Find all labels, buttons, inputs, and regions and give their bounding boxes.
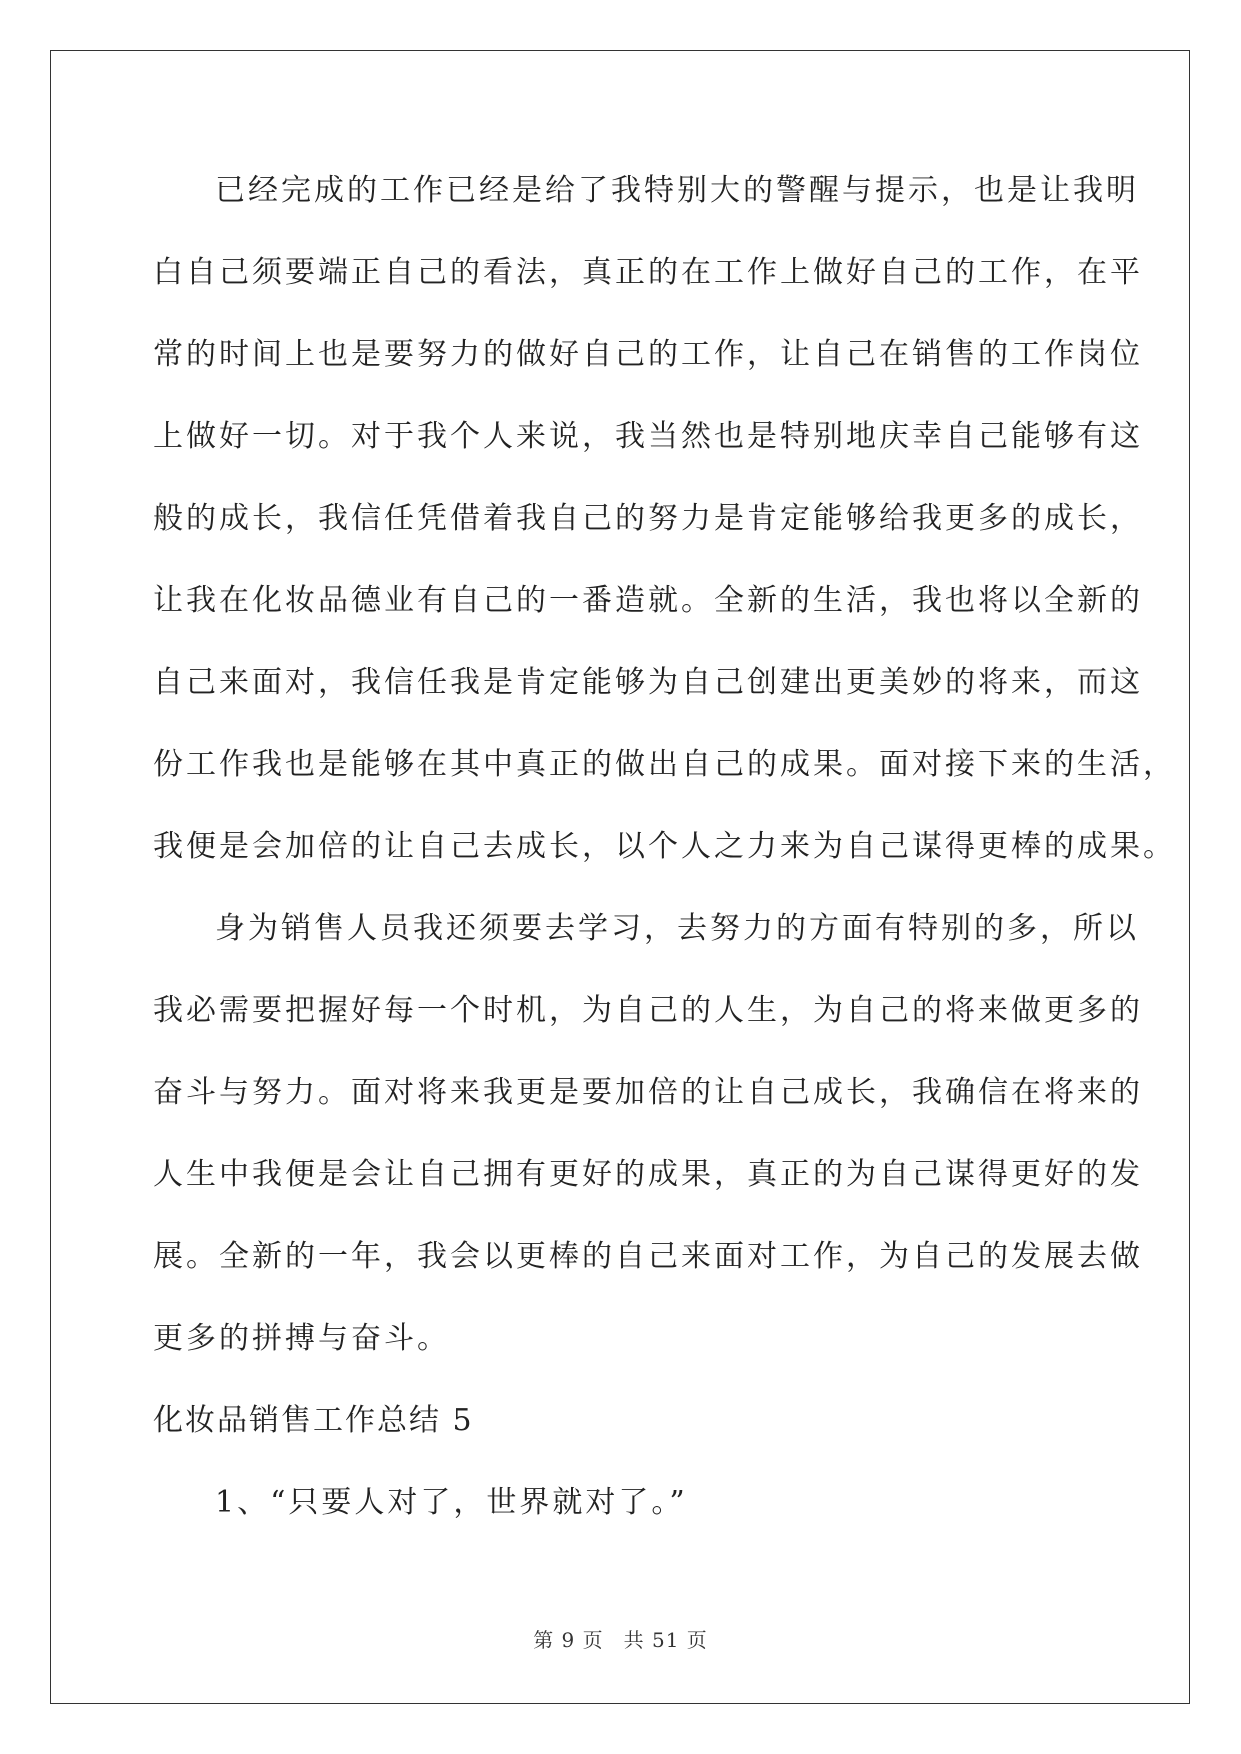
page-total: 共 51 页	[623, 1628, 708, 1652]
text-line: 展。全新的一年，我会以更棒的自己来面对工作，为自己的发展去做	[153, 1239, 1143, 1274]
list-item: 1、“只要人对了，世界就对了。”	[215, 1485, 688, 1520]
text-line: 更多的拼搏与奋斗。	[153, 1321, 450, 1356]
text-line: 白自己须要端正自己的看法，真正的在工作上做好自己的工作，在平	[153, 255, 1143, 290]
paragraph-1	[153, 164, 1176, 902]
section-heading: 化妆品销售工作总结 5	[153, 1403, 474, 1438]
text-line: 人生中我便是会让自己拥有更好的成果，真正的为自己谋得更好的发	[153, 1157, 1143, 1192]
text-line: 份工作我也是能够在其中真正的做出自己的成果。面对接下来的生活，	[153, 747, 1176, 782]
text-line: 自己来面对，我信任我是肯定能够为自己创建出更美妙的将来，而这	[153, 665, 1143, 700]
text-line: 身为销售人员我还须要去学习，去努力的方面有特别的多，所以	[215, 911, 1139, 946]
text-line: 上做好一切。对于我个人来说，我当然也是特别地庆幸自己能够有这	[153, 419, 1143, 454]
text-line: 常的时间上也是要努力的做好自己的工作，让自己在销售的工作岗位	[153, 337, 1143, 372]
paragraph-2	[153, 902, 1143, 1394]
page-number: 第 9 页	[533, 1628, 604, 1652]
page-footer	[0, 1624, 1241, 1653]
text-line: 我便是会加倍的让自己去成长，以个人之力来为自己谋得更棒的成果。	[153, 829, 1176, 864]
text-line: 我必需要把握好每一个时机，为自己的人生，为自己的将来做更多的	[153, 993, 1143, 1028]
document-body	[153, 164, 1176, 1558]
text-line: 已经完成的工作已经是给了我特别大的警醒与提示，也是让我明	[215, 173, 1139, 208]
text-line: 奋斗与努力。面对将来我更是要加倍的让自己成长，我确信在将来的	[153, 1075, 1143, 1110]
text-line: 般的成长，我信任凭借着我自己的努力是肯定能够给我更多的成长，	[153, 501, 1143, 536]
text-line: 让我在化妆品德业有自己的一番造就。全新的生活，我也将以全新的	[153, 583, 1143, 618]
